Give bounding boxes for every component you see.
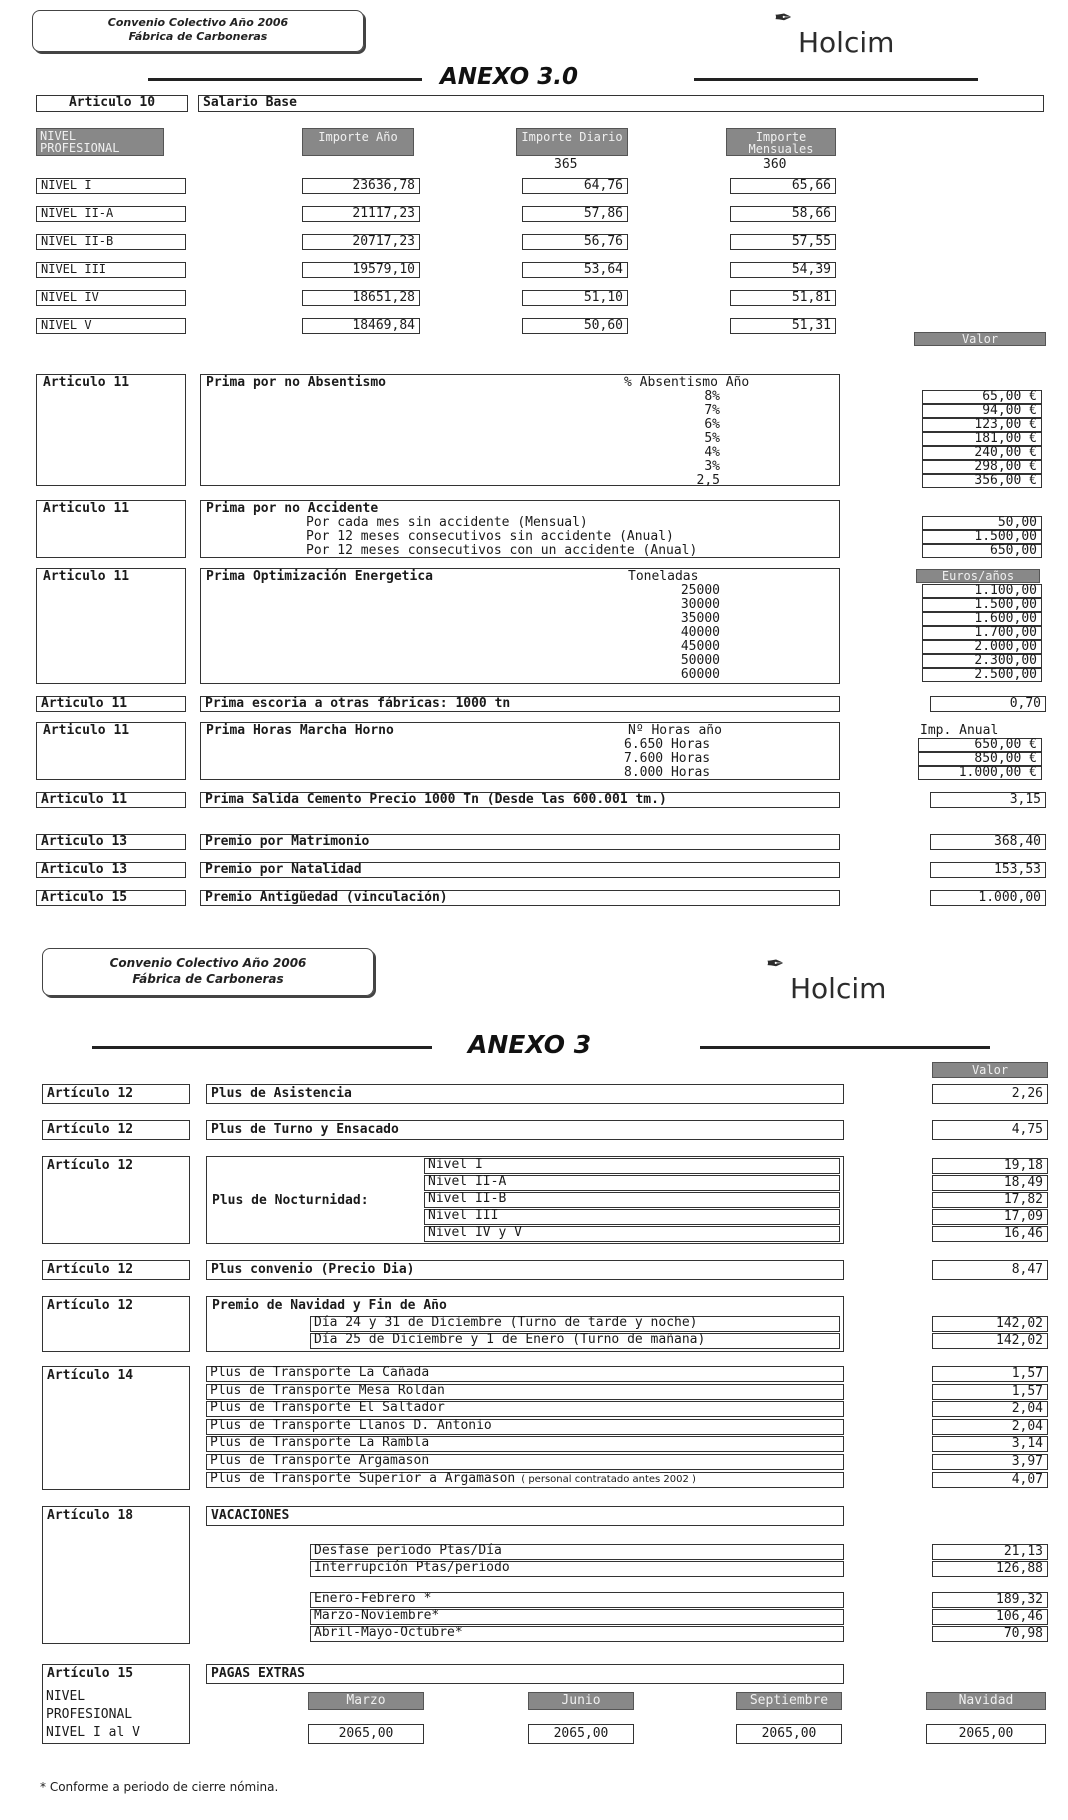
importe-anio-cell: 18651,28 <box>302 290 420 306</box>
value-cell: 50,00 <box>922 516 1042 530</box>
importe-diario-cell: 57,86 <box>522 206 628 222</box>
value-cell: 1.000,00 € <box>918 766 1042 780</box>
value-cell: 1,57 <box>932 1384 1048 1400</box>
importe-mens-cell: 51,31 <box>730 318 836 334</box>
value-cell: 17,82 <box>932 1192 1048 1208</box>
value-cell: 16,46 <box>932 1226 1048 1242</box>
vacaciones-row: Enero-Febrero * <box>310 1592 844 1608</box>
transporte-label: Plus de Transporte Mesa Roldan <box>210 1382 445 1398</box>
value-cell: 2,04 <box>932 1401 1048 1417</box>
section-label: Prima por no Accidente <box>206 501 379 516</box>
transporte-row <box>206 1454 844 1470</box>
value-cell: 298,00 € <box>922 460 1042 474</box>
col-anio-header: Importe Año <box>302 128 414 156</box>
article-label: Artículo 12 <box>47 1298 134 1313</box>
paga-value: 2065,00 <box>528 1724 634 1744</box>
article-box <box>42 1506 190 1644</box>
importe-anio-cell: 23636,78 <box>302 178 420 194</box>
article-label: Articulo 11 <box>43 501 130 516</box>
value-cell: 2.300,00 <box>922 654 1042 668</box>
title-rule-right <box>700 1046 990 1049</box>
article-label: Articulo 13 <box>36 834 186 850</box>
days-diario: 365 <box>554 157 578 172</box>
row-key: 35000 <box>680 611 720 626</box>
holcim-logo-icon: ✒ <box>766 952 785 977</box>
nocturnidad-level: Nivel III <box>424 1209 840 1225</box>
row-key: Por 12 meses consecutivos sin accidente (Anual) <box>306 529 674 544</box>
imp-anual-header: Imp. Anual <box>920 723 999 738</box>
importe-anio-cell: 19579,10 <box>302 262 420 278</box>
importe-mens-cell: 57,55 <box>730 234 836 250</box>
header-box <box>32 10 364 52</box>
section-label: Prima escoria a otras fábricas: 1000 tn <box>200 696 840 712</box>
value-cell: 850,00 € <box>918 752 1042 766</box>
section-label: Premio por Natalidad <box>200 862 840 878</box>
value-cell: 18,49 <box>932 1175 1048 1191</box>
importe-mens-cell: 54,39 <box>730 262 836 278</box>
value-cell: 1.600,00 <box>922 612 1042 626</box>
section-label: Plus convenio (Precio Dia) <box>206 1260 844 1280</box>
paga-value: 2065,00 <box>308 1724 424 1744</box>
article-label: Artículo 15 <box>47 1666 134 1681</box>
value-cell: 70,98 <box>932 1626 1048 1642</box>
value-cell: 1,57 <box>932 1366 1048 1382</box>
nocturnidad-level: Nivel I <box>424 1158 840 1174</box>
row-key: 5% <box>704 431 720 446</box>
col-mens-header: Importe Mensuales <box>726 128 836 156</box>
article-label: Articulo 11 <box>43 375 130 390</box>
company-logo <box>774 6 895 59</box>
header-line1: Convenio Colectivo Año 2006 <box>109 956 307 970</box>
company-logo <box>766 952 887 1005</box>
holcim-logo-icon: ✒ <box>774 6 793 31</box>
value-cell: 8,47 <box>932 1260 1048 1280</box>
value-cell: 126,88 <box>932 1561 1048 1577</box>
article-box <box>36 568 186 684</box>
value-cell: 189,32 <box>932 1592 1048 1608</box>
row-key: Por cada mes sin accidente (Mensual) <box>306 515 588 530</box>
value-cell: 19,18 <box>932 1158 1048 1174</box>
article-label: Articulo 11 <box>43 569 130 584</box>
value-cell: 3,97 <box>932 1454 1048 1470</box>
column-caption: Nº Horas año <box>628 723 722 738</box>
importe-diario-cell: 56,76 <box>522 234 628 250</box>
row-key: 6% <box>704 417 720 432</box>
column-caption: % Absentismo Año <box>624 375 750 390</box>
article-label: Artículo 12 <box>42 1260 190 1280</box>
row-key: 45000 <box>680 639 720 654</box>
section-label: Prima por no Absentismo <box>206 375 387 390</box>
nocturnidad-level: Nivel IV y V <box>424 1226 840 1242</box>
vacaciones-row: Abril-Mayo-Octubre* <box>310 1626 844 1642</box>
header-line1: Convenio Colectivo Año 2006 <box>107 16 289 29</box>
euros-anio-header: Euros/años <box>916 569 1040 583</box>
importe-mens-cell: 51,81 <box>730 290 836 306</box>
transporte-row <box>206 1472 844 1488</box>
section-label: Prima Salida Cemento Precio 1000 Tn (Desde las 600.001 tm.) <box>200 792 840 808</box>
importe-anio-cell: 20717,23 <box>302 234 420 250</box>
row-key: 7.600 Horas <box>624 751 711 766</box>
article-box <box>42 1366 190 1490</box>
value-cell: 1.100,00 <box>922 584 1042 598</box>
transporte-label: Plus de Transporte Llanos D. Antonio <box>210 1417 492 1433</box>
importe-diario-cell: 51,10 <box>522 290 628 306</box>
value-cell: 0,70 <box>930 696 1046 712</box>
transporte-label: Plus de Transporte El Saltador <box>210 1400 445 1416</box>
value-cell: 153,53 <box>930 862 1046 878</box>
row-key: 30000 <box>680 597 720 612</box>
title-rule-right <box>694 78 978 81</box>
transporte-row <box>206 1366 844 1382</box>
valor-header: Valor <box>914 332 1046 346</box>
nivel-label: PROFESIONAL <box>46 1707 133 1722</box>
value-cell: 142,02 <box>932 1333 1048 1349</box>
value-cell: 1.700,00 <box>922 626 1042 640</box>
transporte-row <box>206 1419 844 1435</box>
value-cell: 3,15 <box>930 792 1046 808</box>
row-key: 40000 <box>680 625 720 640</box>
importe-anio-cell: 18469,84 <box>302 318 420 334</box>
paga-header: Septiembre <box>736 1692 842 1710</box>
nivel-label: NIVEL I al V <box>46 1725 140 1740</box>
importe-diario-cell: 50,60 <box>522 318 628 334</box>
transporte-label: Plus de Transporte Argamason <box>210 1453 430 1468</box>
footnote: * Conforme a periodo de cierre nómina. <box>40 1780 279 1794</box>
article-label: Artículo 12 <box>42 1084 190 1104</box>
section-label: Prima Horas Marcha Horno <box>206 723 394 738</box>
section-label: Premio por Matrimonio <box>200 834 840 850</box>
transporte-label: Plus de Transporte Superior a Argamason <box>210 1470 516 1486</box>
section-label: Plus de Turno y Ensacado <box>206 1120 844 1140</box>
row-key: 25000 <box>680 583 720 598</box>
nocturnidad-level: Nivel II-A <box>424 1175 840 1191</box>
row-key: Por 12 meses consecutivos con un accidente (Anual) <box>306 543 698 558</box>
value-cell: 181,00 € <box>922 432 1042 446</box>
row-key: 8% <box>704 389 720 404</box>
paga-value: 2065,00 <box>926 1724 1046 1744</box>
value-cell: 2,26 <box>932 1084 1048 1104</box>
value-cell: 2.000,00 <box>922 640 1042 654</box>
value-cell: 94,00 € <box>922 404 1042 418</box>
section-label: Premio Antigüedad (vinculación) <box>200 890 840 906</box>
nivel-cell: NIVEL V <box>36 318 186 334</box>
value-cell: 142,02 <box>932 1316 1048 1332</box>
nivel-cell: NIVEL III <box>36 262 186 278</box>
value-cell: 240,00 € <box>922 446 1042 460</box>
nivel-cell: NIVEL I <box>36 178 186 194</box>
nivel-cell: NIVEL IV <box>36 290 186 306</box>
navidad-row: Día 24 y 31 de Diciembre (Turno de tarde y noche) <box>310 1316 840 1332</box>
paga-header: Navidad <box>926 1692 1046 1710</box>
value-cell: 106,46 <box>932 1609 1048 1625</box>
article-label: Articulo 10 <box>36 95 188 112</box>
transporte-row <box>206 1384 844 1400</box>
value-cell: 2,04 <box>932 1419 1048 1435</box>
navidad-row: Día 25 de Diciembre y 1 de Enero (Turno de mañana) <box>310 1333 840 1349</box>
col-nivel-header: NIVEL PROFESIONAL <box>36 128 164 156</box>
value-cell: 4,07 <box>932 1472 1048 1488</box>
value-cell: 650,00 <box>922 544 1042 558</box>
row-key: 60000 <box>680 667 720 682</box>
nivel-cell: NIVEL II-B <box>36 234 186 250</box>
section-label: Premio de Navidad y Fin de Año <box>212 1298 447 1313</box>
logo-text: Holcim <box>790 972 887 1005</box>
article-label: Artículo 12 <box>42 1120 190 1140</box>
transporte-row <box>206 1436 844 1452</box>
row-key: 6.650 Horas <box>624 737 711 752</box>
article-label: Articulo 13 <box>36 862 186 878</box>
section-label: Plus de Nocturnidad: <box>212 1193 369 1208</box>
importe-anio-cell: 21117,23 <box>302 206 420 222</box>
importe-mens-cell: 58,66 <box>730 206 836 222</box>
transporte-label: Plus de Transporte La Rambla <box>210 1435 430 1451</box>
value-cell: 356,00 € <box>922 474 1042 488</box>
page-title: ANEXO 3.0 <box>440 64 578 90</box>
transporte-row <box>206 1401 844 1417</box>
value-cell: 4,75 <box>932 1120 1048 1140</box>
section-box <box>200 374 840 486</box>
paga-header: Marzo <box>308 1692 424 1710</box>
article-box <box>36 374 186 486</box>
article-label: Artículo 18 <box>47 1508 134 1523</box>
value-cell: 650,00 € <box>918 738 1042 752</box>
importe-diario-cell: 64,76 <box>522 178 628 194</box>
row-key: 4% <box>704 445 720 460</box>
valor-header: Valor <box>932 1062 1048 1078</box>
title-rule-left <box>148 78 422 81</box>
value-cell: 3,14 <box>932 1436 1048 1452</box>
vacaciones-row: Desfase periodo Ptas/Día <box>310 1544 844 1560</box>
section-label: Salario Base <box>198 95 1044 112</box>
transporte-label: Plus de Transporte La Cañada <box>210 1365 430 1380</box>
value-cell: 2.500,00 <box>922 668 1042 682</box>
section-label: Plus de Asistencia <box>206 1084 844 1104</box>
logo-text: Holcim <box>798 26 895 59</box>
value-cell: 1.500,00 <box>922 598 1042 612</box>
section-label: VACACIONES <box>206 1506 844 1526</box>
header-line2: Fábrica de Carboneras <box>128 30 268 43</box>
article-label: Articulo 11 <box>36 696 186 712</box>
page-title: ANEXO 3 <box>468 1030 592 1059</box>
section-label: PAGAS EXTRAS <box>206 1664 844 1684</box>
article-label: Articulo 11 <box>43 723 130 738</box>
section-label: Prima Optimización Energetica <box>206 569 433 584</box>
value-cell: 1.500,00 <box>922 530 1042 544</box>
article-label: Artículo 12 <box>47 1158 134 1173</box>
value-cell: 65,00 € <box>922 390 1042 404</box>
value-cell: 21,13 <box>932 1544 1048 1560</box>
row-key: 8.000 Horas <box>624 765 711 780</box>
paga-header: Junio <box>528 1692 634 1710</box>
column-caption: Toneladas <box>628 569 699 584</box>
row-key: 7% <box>704 403 720 418</box>
nivel-label: NIVEL <box>46 1689 86 1704</box>
paga-value: 2065,00 <box>736 1724 842 1744</box>
section-box <box>200 568 840 684</box>
importe-diario-cell: 53,64 <box>522 262 628 278</box>
title-rule-left <box>92 1046 432 1049</box>
col-diario-header: Importe Diario <box>516 128 628 156</box>
article-label: Artículo 14 <box>47 1368 134 1383</box>
vacaciones-row: Interrupción Ptas/periodo <box>310 1561 844 1577</box>
value-cell: 17,09 <box>932 1209 1048 1225</box>
vacaciones-row: Marzo-Noviembre* <box>310 1609 844 1625</box>
importe-mens-cell: 65,66 <box>730 178 836 194</box>
header-box <box>42 948 374 996</box>
article-label: Articulo 15 <box>36 890 186 906</box>
row-key: 50000 <box>680 653 720 668</box>
value-cell: 123,00 € <box>922 418 1042 432</box>
row-key: 3% <box>704 459 720 474</box>
days-mens: 360 <box>763 157 787 172</box>
nocturnidad-level: Nivel II-B <box>424 1192 840 1208</box>
row-key: 2,5 <box>696 473 720 488</box>
article-label: Articulo 11 <box>36 792 186 808</box>
value-cell: 1.000,00 <box>930 890 1046 906</box>
header-line2: Fábrica de Carboneras <box>132 972 284 986</box>
transporte-note: ( personal contratado antes 2002 ) <box>521 1473 696 1485</box>
value-cell: 368,40 <box>930 834 1046 850</box>
nivel-cell: NIVEL II-A <box>36 206 186 222</box>
